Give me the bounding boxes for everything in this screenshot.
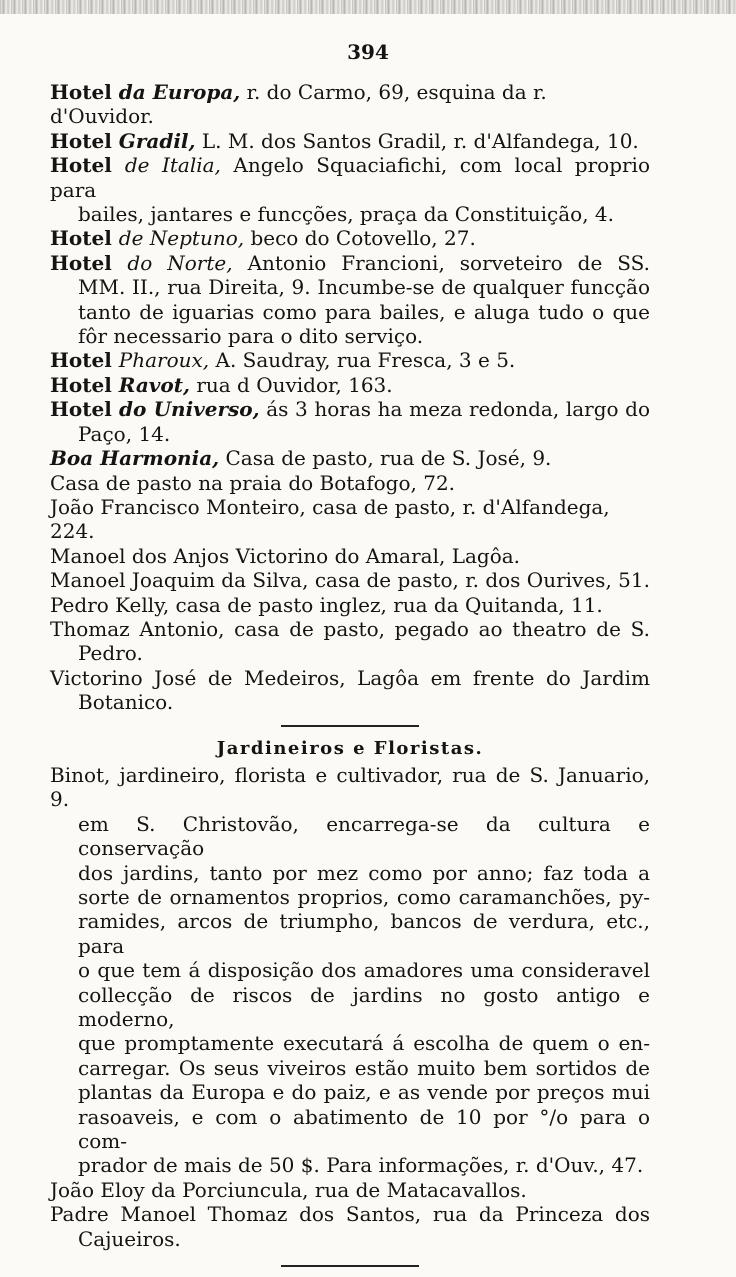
directory-entry <box>50 544 650 568</box>
entry-line <box>50 495 650 544</box>
entry-text: ás 3 horas ha meza redonda, largo do <box>259 397 651 422</box>
directory-entry <box>50 1202 650 1251</box>
directory-content <box>50 80 650 1277</box>
entry-text: A. Saudray, rua Fresca, 3 e 5. <box>209 348 516 373</box>
directory-entry <box>50 251 650 349</box>
entry-line <box>50 324 650 348</box>
entry-line <box>50 1227 650 1251</box>
directory-entry <box>50 348 650 372</box>
entry-line <box>50 909 650 958</box>
entry-text: prador de mais de 50 $. Para informações, r. d'Ouv., 47. <box>78 1153 644 1178</box>
entry-text: do Norte, <box>127 250 233 275</box>
directory-entry <box>50 397 650 446</box>
entry-text: de Neptuno, <box>118 226 245 251</box>
entry-text: que promptamente executará á escolha de quem o en- <box>78 1031 650 1056</box>
entry-line <box>50 275 650 299</box>
entry-line <box>50 153 650 202</box>
entry-text: Pharoux, <box>118 348 210 373</box>
entry-line <box>50 1153 650 1177</box>
entry-line <box>50 80 650 129</box>
entry-text: collecção de riscos de jardins no gosto antigo e moderno, <box>78 982 650 1032</box>
entry-line <box>50 373 650 397</box>
directory-entry <box>50 129 650 153</box>
section-title: Jardineiros e Floristas. <box>216 737 484 759</box>
section-divider-top <box>281 725 419 727</box>
entry-line <box>50 568 650 592</box>
entry-line <box>50 422 650 446</box>
entry-text: MM. II., rua Direita, 9. Incumbe-se de qualquer funcção <box>78 275 650 300</box>
entry-line <box>50 251 650 275</box>
scan-edge-noise <box>0 0 736 14</box>
entry-text: dos jardins, tanto por mez como por anno; faz toda a <box>78 860 650 885</box>
section-divider-bottom <box>281 1265 419 1267</box>
entry-text: Hotel <box>50 226 119 251</box>
entry-line <box>50 593 650 617</box>
entry-text: Ravot, <box>118 372 190 397</box>
directory-entry <box>50 153 650 226</box>
entry-text: Gradil, <box>118 128 196 153</box>
directory-entry <box>50 763 650 1178</box>
entry-text: Thomaz Antonio, casa de pasto, pegado ao theatro de S. <box>50 616 650 641</box>
page-number: 394 <box>347 40 389 64</box>
entry-text: em S. Christovão, encarrega-se da cultura e conservação <box>78 811 650 861</box>
entry-text: Binot, jardineiro, florista e cultivador, rua de S. Januario, 9. <box>50 762 650 812</box>
entry-line <box>50 226 650 250</box>
entry-text: fôr necessario para o dito serviço. <box>78 324 424 349</box>
entry-line <box>50 1202 650 1226</box>
entry-text: Hotel <box>50 80 119 104</box>
entry-text: Botanico. <box>78 690 174 715</box>
entry-text: Angelo Squaciafichi, com local proprio para <box>50 153 650 202</box>
entry-line <box>50 348 650 372</box>
gardener-listings <box>50 763 650 1251</box>
entry-line <box>50 300 650 324</box>
directory-entry <box>50 373 650 397</box>
entry-line <box>50 885 650 909</box>
entry-line <box>50 446 650 470</box>
entry-text: Pedro. <box>78 641 143 666</box>
entry-text: Pedro Kelly, casa de pasto inglez, rua da Quitanda, 11. <box>50 592 603 617</box>
entry-text: Manoel dos Anjos Victorino do Amaral, Lagôa. <box>50 543 521 568</box>
entry-line <box>50 812 650 861</box>
directory-entry <box>50 1178 650 1202</box>
entry-line <box>50 861 650 885</box>
entry-line <box>50 544 650 568</box>
directory-entry <box>50 226 650 250</box>
entry-text: João Francisco Monteiro, casa de pasto, r. d'Alfandega, 224. <box>50 494 610 544</box>
hotel-and-eating-house-listings <box>50 80 650 715</box>
directory-entry <box>50 80 650 129</box>
entry-text: de Italia, <box>124 153 221 178</box>
entry-line <box>50 202 650 226</box>
entry-text: r. do Carmo, 69, esquina da r. d'Ouvidor. <box>50 80 547 129</box>
directory-entry <box>50 495 650 544</box>
entry-line <box>50 666 650 690</box>
entry-text: Hotel <box>50 372 119 397</box>
entry-text: Victorino José de Medeiros, Lagôa em frente do Jardim <box>50 665 650 690</box>
directory-entry <box>50 666 650 715</box>
entry-text: Boa Harmonia, <box>50 446 220 471</box>
entry-text: rasoaveis, e com o abatimento de 10 por °/o para o com- <box>78 1104 650 1154</box>
entry-text: do Universo, <box>119 397 260 422</box>
entry-text: Casa de pasto, rua de S. José, 9. <box>219 446 552 471</box>
entry-text: Cajueiros. <box>78 1226 181 1251</box>
entry-text: sorte de ornamentos proprios, como caramanchões, py- <box>78 885 650 909</box>
directory-entry <box>50 593 650 617</box>
entry-text: plantas da Europa e do paiz, e as vende por preços mui <box>78 1080 650 1105</box>
entry-text: Hotel <box>50 348 119 373</box>
entry-text: Manoel Joaquim da Silva, casa de pasto, r. dos Ourives, 51. <box>50 568 650 593</box>
entry-text: ramides, arcos de triumpho, bancos de verdura, etc., para <box>78 909 650 958</box>
entry-line <box>50 641 650 665</box>
entry-line <box>50 983 650 1032</box>
entry-text: bailes, jantares e funcções, praça da Constituição, 4. <box>78 202 614 227</box>
entry-text: L. M. dos Santos Gradil, r. d'Alfandega, 10. <box>195 128 639 153</box>
entry-text: Paço, 14. <box>78 421 171 446</box>
directory-entry <box>50 471 650 495</box>
entry-line <box>50 958 650 982</box>
entry-line <box>50 397 650 421</box>
entry-text: Antonio Francioni, sorveteiro de SS. <box>232 250 650 275</box>
entry-text: da Europa, <box>118 80 241 104</box>
entry-line <box>50 690 650 714</box>
entry-text: Hotel <box>50 397 120 422</box>
entry-line <box>50 1056 650 1080</box>
entry-text: o que tem á disposição dos amadores uma consideravel <box>78 958 650 983</box>
entry-text: Hotel <box>50 128 119 153</box>
entry-text: rua d Ouvidor, 163. <box>189 372 393 397</box>
entry-text: Padre Manoel Thomaz dos Santos, rua da Princeza dos <box>50 1202 650 1227</box>
entry-line <box>50 1031 650 1055</box>
entry-text: Hotel <box>50 153 125 178</box>
entry-line <box>50 1105 650 1154</box>
entry-text: Hotel <box>50 250 128 275</box>
entry-text: beco do Cotovello, 27. <box>244 226 476 251</box>
entry-line <box>50 129 650 153</box>
directory-entry <box>50 617 650 666</box>
entry-line <box>50 1178 650 1202</box>
entry-line <box>50 471 650 495</box>
directory-entry <box>50 568 650 592</box>
entry-text: carregar. Os seus viveiros estão muito bem sortidos de <box>78 1055 650 1080</box>
entry-line <box>50 1080 650 1104</box>
entry-text: tanto de iguarias como para bailes, e aluga tudo o que <box>78 299 650 324</box>
entry-text: João Eloy da Porciuncula, rua de Matacavallos. <box>50 1177 527 1202</box>
entry-line <box>50 617 650 641</box>
directory-entry <box>50 446 650 470</box>
entry-text: Casa de pasto na praia do Botafogo, 72. <box>50 470 456 495</box>
entry-line <box>50 763 650 812</box>
